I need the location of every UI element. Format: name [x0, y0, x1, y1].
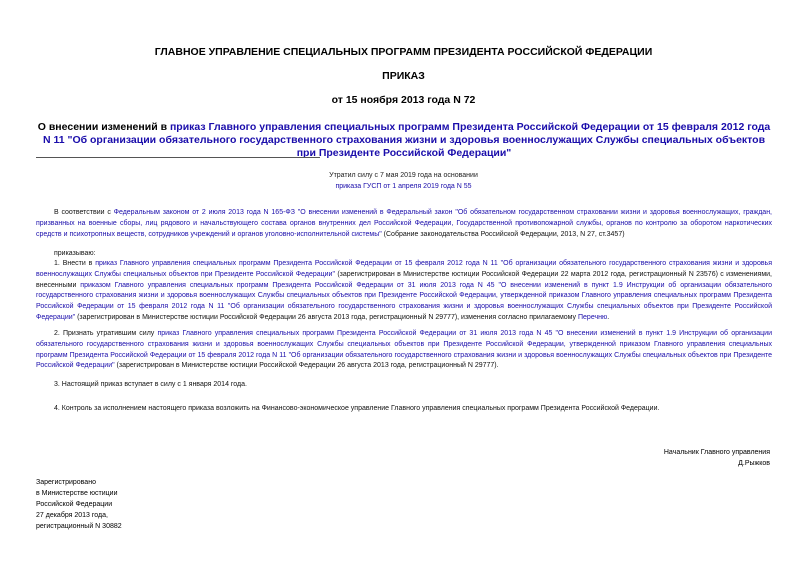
item-2-text-2: (зарегистрирован в Министерстве юстиции Российской Федерации 26 августа 2013 года, регистрационный N 29777).: [114, 362, 499, 370]
title-link[interactable]: приказ Главного управления специальных программ Президента Российской Федерации от 15 февраля 2012 года N 11 "Об организации обязательного государственного страхования жизни и здоровья военнослужащих Службы специальных объектов при Президенте Российской Федерации": [42, 121, 771, 159]
item-1-text-3: (зарегистрирован в Министерстве юстиции Российской Федерации 26 августа 2013 года, регистрационный N 29777), изменения согласно прилагаемому: [75, 313, 578, 321]
item-2-order-link[interactable]: приказ Главного управления специальных программ Президента Российской Федерации от 31 июля 2013 года N 45 "О внесении изменений в пункт 1.9 Инструкции об организации обязательного государственного страхования жизни и здоровья военнослужащих Службы специальных объектов при Президенте Российской Федерации, утвержденной приказом Главного управления специальных программ Президента Российской Федерации от 15 февраля 2012 года N 11 "Об организации обязательного государственного страхования жизни и здоровья военнослужащих Службы специальных объектов при Президенте Российской Федерации": [36, 330, 772, 370]
item-1-text-4: .: [607, 313, 610, 321]
divider: [36, 157, 320, 158]
status-note-text: Утратил силу с 7 мая 2019 года на основании: [329, 172, 478, 179]
item-1-amendment-link[interactable]: приказом Главного управления специальных программ Президента Российской Федерации от 31 июля 2013 года N 45 "О внесении изменений в пункт 1.9 Инструкции об организации обязательного государственного страхования жизни и здоровья военнослужащих Службы специальных объектов при Президенте Российской Федерации, утвержденной приказом Главного управления специальных программ Президента Российской Федерации от 15 февраля 2012 года N 11 "Об организации обязательного государственного страхования жизни и здоровья военнослужащих Службы специальных объектов при Президенте Российской Федерации": [36, 281, 772, 321]
item-1-order-link[interactable]: приказ Главного управления специальных программ Президента Российской Федерации от 15 февраля 2012 года N 11 "Об организации обязательного государственного страхования жизни и здоровья военнослужащих Службы специальных объектов при Президенте Российской Федерации": [36, 260, 772, 278]
item-1-text-1: 1. Внести в: [54, 260, 96, 267]
item-2-paragraph: [36, 329, 772, 372]
item-4-paragraph: 4. Контроль за исполнением настоящего приказа возложить на Финансово-экономическое управление Главного управления специальных программ Президента Российской Федерации.: [54, 405, 660, 412]
issuing-organization: ГЛАВНОЕ УПРАВЛЕНИЕ СПЕЦИАЛЬНЫХ ПРОГРАММ ПРЕЗИДЕНТА РОССИЙСКОЙ ФЕДЕРАЦИИ: [154, 46, 653, 58]
status-note-link[interactable]: приказа ГУСП от 1 апреля 2019 года N 55: [335, 183, 472, 190]
registration-line-4: 27 декабря 2013 года,: [36, 512, 108, 519]
preamble-text-1: В соответствии с: [54, 209, 114, 216]
document-title: [36, 121, 772, 160]
item-3-paragraph: 3. Настоящий приказ вступает в силу с 1 января 2014 года.: [54, 381, 247, 388]
federal-law-link[interactable]: Федеральным законом от 2 июля 2013 года N 165-ФЗ "О внесении изменений в Федеральный закон "Об обязательном государственном страховании жизни и здоровья военнослужащих, граждан, призванных на военные сборы, лиц рядового и начальствующего состава органов внутренних дел Российской Федерации, Государственной противопожарной службы, органов по контролю за оборотом наркотических средств и психотропных веществ, сотрудников учреждений и органов уголовно-исполнительной системы": [36, 209, 772, 238]
registration-block: [36, 477, 122, 532]
item-1-paragraph: [36, 259, 772, 324]
preamble-paragraph: [36, 208, 772, 240]
item-1-list-link[interactable]: Перечню: [578, 313, 608, 321]
registration-line-2: в Министерстве юстиции: [36, 490, 118, 497]
item-2-text-1: 2. Признать утратившим силу: [54, 330, 158, 337]
document-date-number: от 15 ноября 2013 года N 72: [331, 94, 476, 106]
signatory-position: Начальник Главного управления: [663, 449, 770, 456]
item-1-text-2: (зарегистрирован в Министерстве юстиции Российской Федерации 22 марта 2012 года, регистрационный N 23576) с изменениями, внесенными: [36, 270, 772, 289]
registration-line-3: Российской Федерации: [36, 501, 113, 508]
signature-block: [664, 447, 770, 469]
signatory-name: Д.Рыжков: [738, 460, 770, 467]
preamble-text-2: (Собрание законодательства Российской Федерации, 2013, N 27, ст.3457): [381, 230, 625, 238]
registration-line-1: Зарегистрировано: [36, 479, 96, 486]
document-type: ПРИКАЗ: [382, 70, 425, 82]
title-prefix: О внесении изменений в: [37, 121, 170, 133]
order-clause: приказываю:: [54, 250, 96, 257]
registration-line-5: регистрационный N 30882: [36, 523, 122, 530]
status-note: [0, 170, 807, 192]
